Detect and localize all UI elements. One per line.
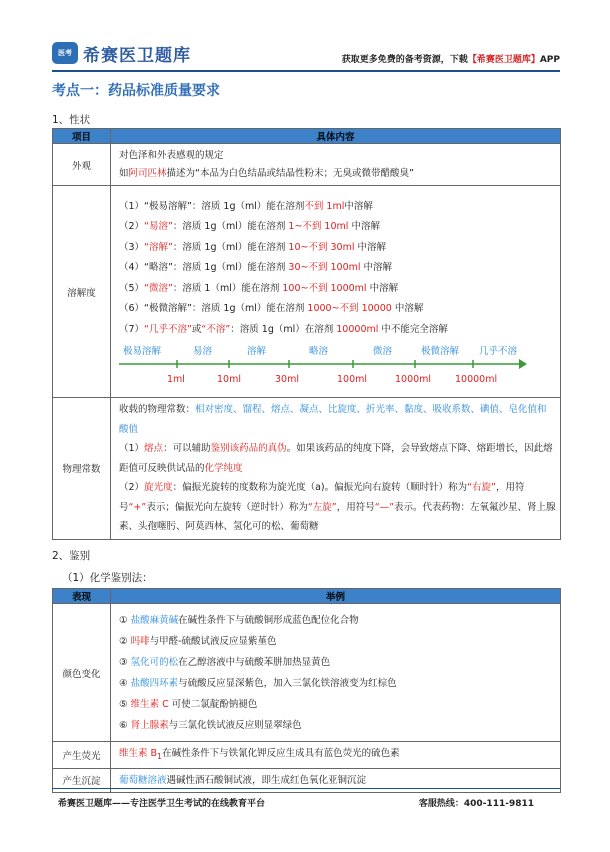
header-promo <box>342 52 560 65</box>
highlight: “左旋” <box>307 501 337 513</box>
text-fragment: 与三氯化铁试液反应则显翠绿色 <box>168 719 302 731</box>
row-label-color-change: 颜色变化 <box>53 604 111 742</box>
solubility-range: 30~不到 100ml <box>288 262 361 274</box>
solubility-term: “几乎不溶” <box>144 323 192 335</box>
text-fragment: 收载的物理常数： <box>119 404 196 415</box>
scale-label: 略溶 <box>309 346 329 358</box>
scale-value: 10000ml <box>455 374 498 386</box>
text-fragment: ：可以辅助 <box>163 443 211 454</box>
solubility-item <box>119 217 556 238</box>
table-header-content: 具体内容 <box>111 129 561 144</box>
logo-badge: 医考 <box>52 42 78 64</box>
text-fragment: ：溶质 1g（ml）能在溶剂 <box>172 221 289 233</box>
text-fragment: 可使二氯靛酚钠褪色 <box>171 698 258 710</box>
row-label-precipitate: 产生沉淀 <box>53 768 111 792</box>
table-header-example: 举例 <box>111 589 561 604</box>
text-fragment: （5） <box>119 282 145 294</box>
text-fragment: ，用符号 <box>119 482 525 513</box>
text-fragment: 与甲醛-硫酸试液反应显紫堇色 <box>149 635 277 647</box>
color-item <box>119 610 556 631</box>
text-fragment: 在碱性条件下与硫酸铜形成蓝色配位化合物 <box>178 614 359 626</box>
drug-name: 维生素 C <box>130 698 169 710</box>
solubility-item <box>119 258 556 279</box>
text-fragment: （1）“极易溶解”：溶质 1g（ml）能在溶剂 <box>119 200 305 212</box>
solubility-term: “易溶” <box>144 221 173 233</box>
section-heading-properties: 1、性状 <box>52 114 91 126</box>
term-optical-rotation: 旋光度 <box>144 482 173 493</box>
solubility-item <box>119 279 556 300</box>
highlight: “+” <box>128 501 147 513</box>
solubility-range: 100~不到 1000ml <box>282 282 367 294</box>
text-fragment: ：溶质 1（ml）能在溶剂 <box>172 282 283 294</box>
solubility-term: “微溶” <box>144 282 173 294</box>
text-fragment: ：溶质 1g（ml）在溶剂 <box>230 323 337 335</box>
text-fragment: （4）“略溶”：溶质 1g（ml）能在溶剂 <box>119 262 289 274</box>
header-divider <box>52 70 560 72</box>
row-label-appearance: 外观 <box>53 144 111 186</box>
text-fragment: 在乙醇溶液中与硫酸苯肼加热显黄色 <box>178 656 331 668</box>
drug-name: 氢化可的松 <box>130 656 179 668</box>
solubility-range: 1~不到 10ml <box>288 221 349 233</box>
solubility-range: 10~不到 30ml <box>288 241 355 253</box>
scale-value: 1000ml <box>395 374 432 386</box>
color-item <box>119 652 556 673</box>
scale-label: 微溶 <box>373 346 393 358</box>
footer-hotline: 客服热线：400-111-9811 <box>418 799 534 809</box>
text-fragment: 中溶解 <box>348 221 380 233</box>
text-fragment: 中溶解 <box>391 303 424 315</box>
fluorescence-content <box>111 742 561 769</box>
text-fragment: 。如果该药品的纯度下降，会导致熔点下降、熔距增长，因此熔距值可反映供试品的 <box>119 443 553 474</box>
text-fragment: （7） <box>119 323 145 335</box>
text-fragment: 或 <box>191 323 202 335</box>
scale-arrow-icon <box>519 359 527 369</box>
drug-name: 维生素 B <box>119 748 158 759</box>
drug-name: 盐酸四环素 <box>130 677 179 689</box>
table-header-item: 项目 <box>53 129 111 144</box>
optical-rotation-note <box>119 478 556 537</box>
text-fragment: 中溶解 <box>366 282 399 294</box>
logo <box>52 40 191 66</box>
page-header <box>52 40 560 70</box>
text-fragment: （1） <box>119 443 145 454</box>
text-fragment: （3） <box>119 241 145 253</box>
scale-label: 易溶 <box>193 346 213 358</box>
term-melting-point: 熔点 <box>144 443 164 454</box>
color-item <box>119 715 556 736</box>
drug-aspirin: 阿司匹林 <box>128 167 167 179</box>
color-change-content <box>111 604 561 742</box>
scale-label: 极易溶解 <box>123 346 162 358</box>
solubility-scale <box>119 342 519 386</box>
physical-constants-list <box>119 400 556 439</box>
row-label-fluorescence: 产生荧光 <box>53 742 111 769</box>
solubility-term: “不溶” <box>201 323 231 335</box>
solubility-item <box>119 197 556 218</box>
text-fragment: 中溶解 <box>344 200 373 212</box>
color-item <box>119 694 556 715</box>
color-item <box>119 673 556 694</box>
scale-value: 30ml <box>275 374 299 386</box>
subsection-heading-chemical: （1）化学鉴别法： <box>62 572 153 584</box>
solubility-content <box>111 186 561 398</box>
scale-label: 极微溶解 <box>421 346 460 358</box>
text-fragment: ：溶质 1g（ml）能在溶剂 <box>172 241 289 253</box>
row-label-physical-constants: 物理常数 <box>53 398 111 540</box>
highlight: 化学纯度 <box>204 462 243 474</box>
subscript: 1 <box>157 751 163 761</box>
row-label-solubility: 溶解度 <box>53 186 111 398</box>
text-fragment: （2） <box>119 482 145 493</box>
color-item <box>119 631 556 652</box>
solubility-item <box>119 320 556 341</box>
text-fragment: 在碱性条件下与铁氰化钾反应生成具有蓝色荧光的硫色素 <box>162 748 400 759</box>
solubility-item <box>119 238 556 259</box>
header-promo-brand: 【希赛医卫题库】 <box>467 55 540 65</box>
header-promo-suffix: APP <box>539 55 560 65</box>
text-fragment: 中不能完全溶解 <box>378 323 448 335</box>
physical-constants-content <box>111 398 561 540</box>
section-heading-identification: 2、鉴别 <box>52 550 91 562</box>
drug-name: 葡萄糖溶液 <box>119 774 167 786</box>
melting-point-note <box>119 439 556 478</box>
item-number: ⑥ <box>119 719 128 731</box>
properties-table <box>52 128 561 540</box>
drug-name: 盐酸麻黄碱 <box>130 614 179 626</box>
solubility-term: “溶解” <box>144 241 173 253</box>
text-fragment: 表示；偏振光向左旋转（逆时针）称为 <box>146 501 308 513</box>
item-number: ④ <box>119 677 128 689</box>
scale-label: 几乎不溶 <box>479 346 518 358</box>
constants-names: 相对密度、馏程、熔点、凝点、比旋度、折光率、黏度、吸收系数、碘值、皂化值和酸值 <box>119 404 547 435</box>
scale-value: 10ml <box>217 374 241 386</box>
item-number: ① <box>119 614 128 626</box>
item-number: ② <box>119 635 128 647</box>
footer-divider <box>52 788 560 789</box>
text-fragment: 中溶解 <box>360 262 393 274</box>
solubility-item <box>119 299 556 320</box>
identification-table <box>52 588 561 793</box>
item-number: ⑤ <box>119 698 128 710</box>
solubility-range: 不到 1ml <box>304 200 345 212</box>
solubility-range: 10000ml <box>336 323 379 335</box>
highlight: 鉴别该药品的真伪 <box>210 443 287 454</box>
appearance-line-1: 对色泽和外表感观的规定 <box>119 149 224 161</box>
text-fragment: 中溶解 <box>354 241 386 253</box>
text-fragment: （2） <box>119 221 145 233</box>
highlight: “右旋” <box>467 482 496 493</box>
text-fragment: 遇碱性酒石酸铜试液，即生成红色氧化亚铜沉淀 <box>166 774 367 786</box>
text-fragment: （6）“极微溶解”：溶质 1g（ml）能在溶剂 <box>119 303 308 315</box>
drug-name: 吗啡 <box>130 635 150 647</box>
text-fragment: ，用符号 <box>336 501 375 513</box>
drug-name: 肾上腺素 <box>130 719 169 731</box>
header-promo-prefix: 获取更多免费的备考资源，下载 <box>341 55 468 65</box>
appearance-line-2 <box>119 165 556 183</box>
page-title: 考点一：药品标准质量要求 <box>52 83 220 99</box>
scale-label: 溶解 <box>247 346 267 358</box>
text-fragment: ：偏振光旋转的度数称为旋光度（a)。偏振光向右旋转（顺时针）称为 <box>172 482 468 493</box>
logo-text: 希赛医卫题库 <box>83 45 191 66</box>
scale-value: 1ml <box>167 374 185 386</box>
text-fragment: 如 <box>119 167 129 179</box>
scale-value: 100ml <box>337 374 368 386</box>
appearance-content <box>111 144 561 186</box>
item-number: ③ <box>119 656 128 668</box>
table-header-manifestation: 表现 <box>53 589 111 604</box>
text-fragment: 表示。代表药物：左氧氟沙星、肾上腺素、头孢噻肟、阿莫西林、氢化可的松、葡萄糖 <box>119 501 556 532</box>
text-fragment: 描述为“本品为白色结晶或结晶性粉末；无臭或微带醋酸臭” <box>166 167 414 179</box>
text-fragment: 与硫酸反应显深紫色，加入三氯化铁溶液变为红棕色 <box>178 677 397 689</box>
highlight: “—” <box>374 501 395 513</box>
solubility-range: 1000~不到 10000 <box>307 303 392 315</box>
footer-slogan: 希赛医卫题库——专注医学卫生考试的在线教育平台 <box>58 799 266 809</box>
